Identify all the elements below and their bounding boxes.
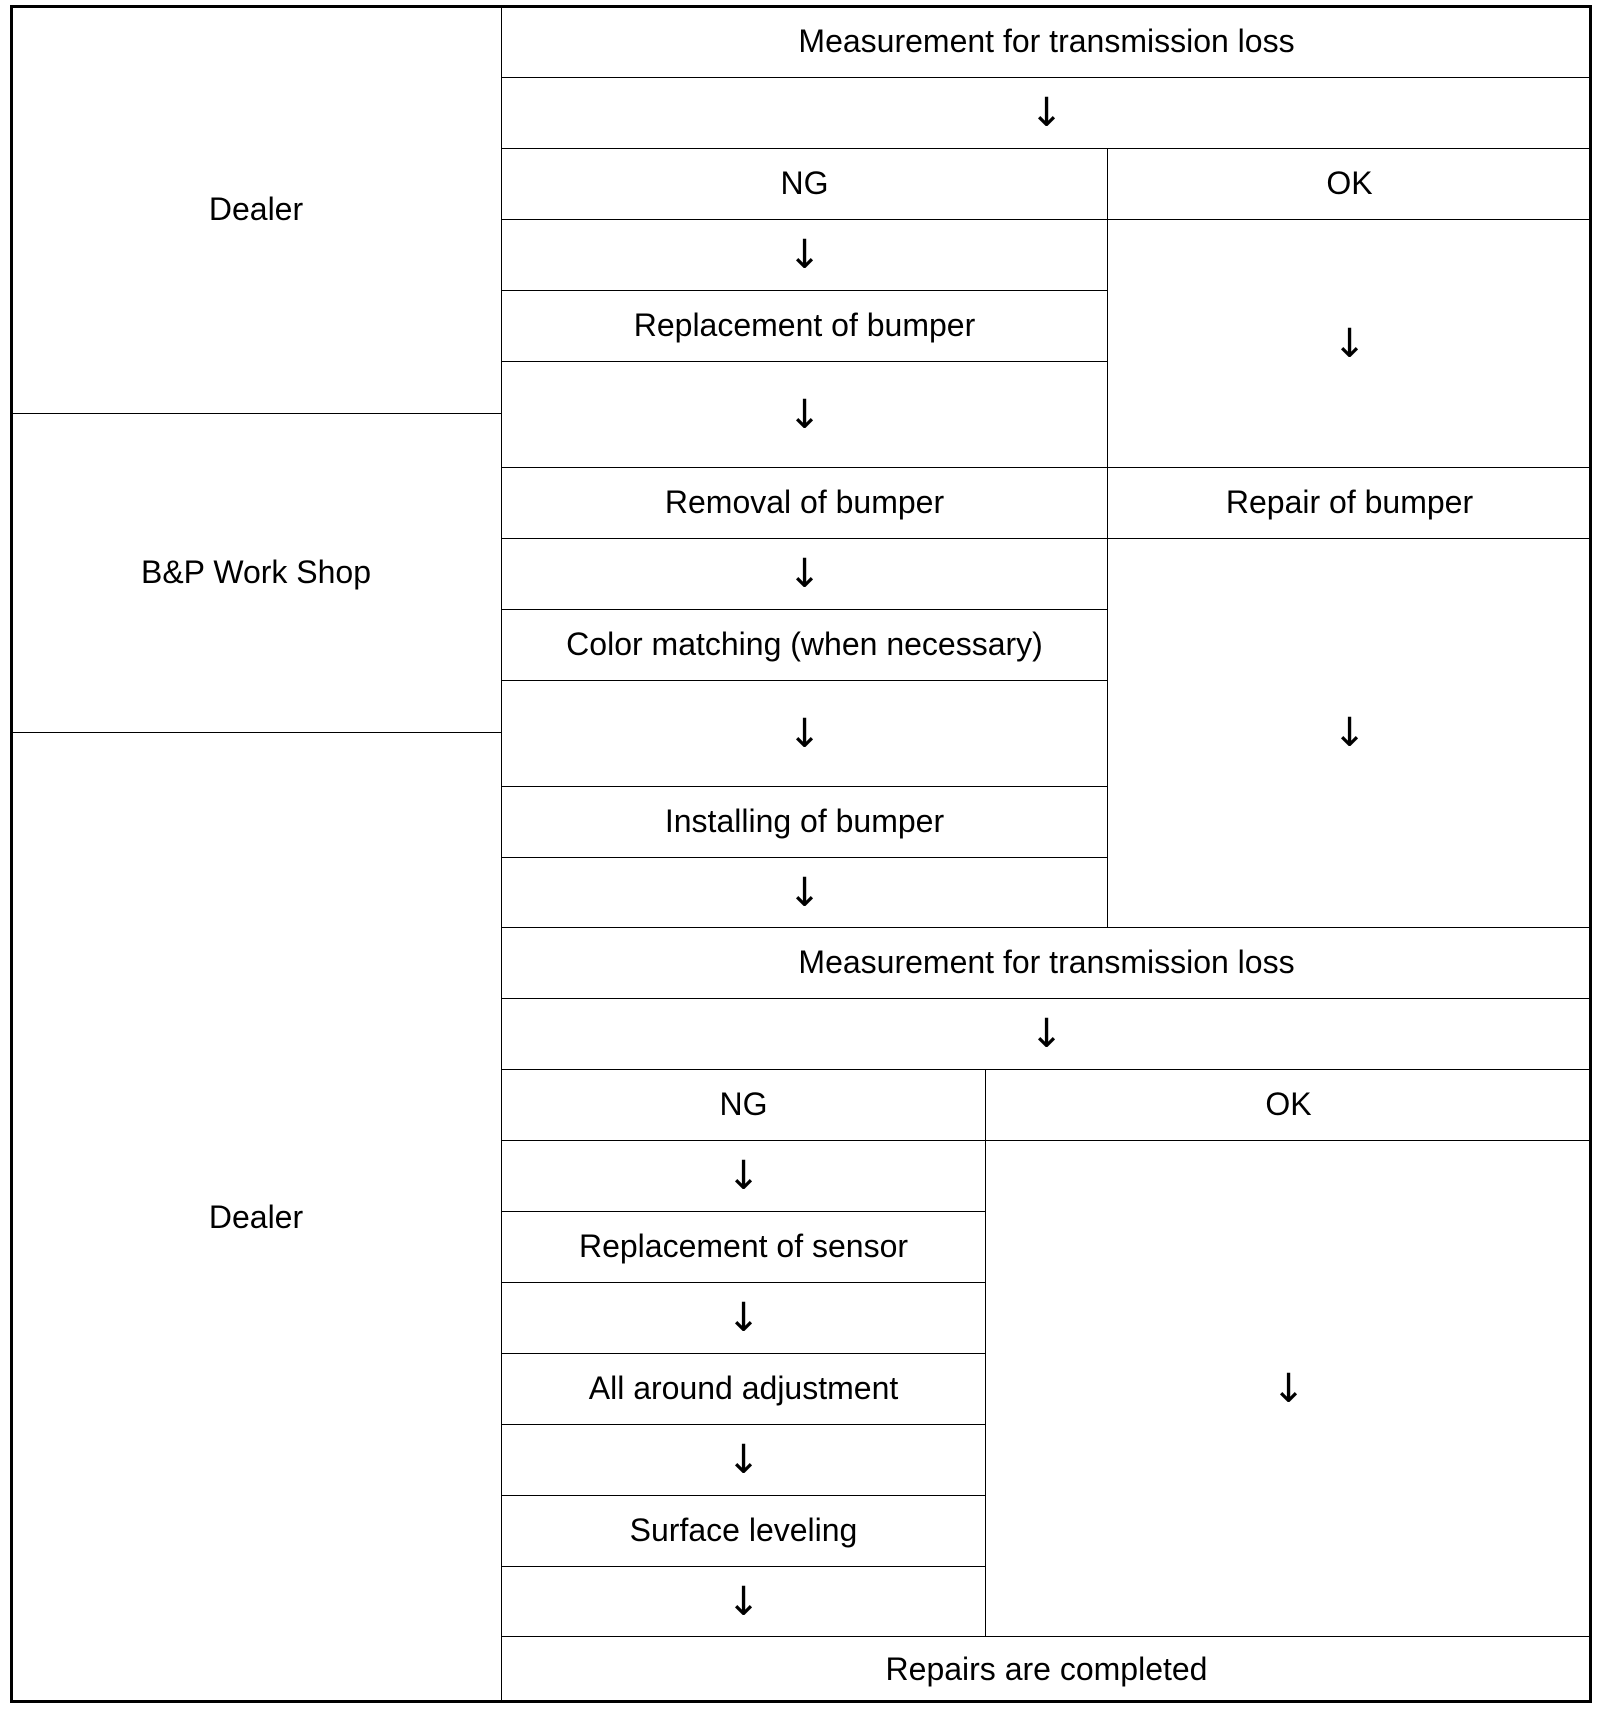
arrow-down-icon: ↓ bbox=[1107, 219, 1592, 468]
arrow-down-icon: ↓ bbox=[1107, 538, 1592, 928]
branch-ng-1: NG bbox=[501, 148, 1108, 220]
arrow-down-icon: ↓ bbox=[501, 998, 1592, 1070]
step-replacement-bumper: Replacement of bumper bbox=[501, 290, 1108, 362]
step-all-around-adjustment: All around adjustment bbox=[501, 1353, 986, 1425]
step-repair-bumper: Repair of bumper bbox=[1107, 467, 1592, 539]
arrow-down-icon: ↓ bbox=[501, 219, 1108, 291]
lane-dealer-top: Dealer bbox=[10, 5, 502, 414]
branch-ng-2: NG bbox=[501, 1069, 986, 1141]
step-removal-bumper: Removal of bumper bbox=[501, 467, 1108, 539]
step-repairs-completed: Repairs are completed bbox=[501, 1636, 1592, 1703]
step-replacement-sensor: Replacement of sensor bbox=[501, 1211, 986, 1283]
branch-ok-2: OK bbox=[985, 1069, 1592, 1141]
arrow-down-icon: ↓ bbox=[501, 1424, 986, 1496]
branch-ok-1: OK bbox=[1107, 148, 1592, 220]
arrow-down-icon: ↓ bbox=[501, 361, 1108, 468]
arrow-down-icon: ↓ bbox=[501, 1282, 986, 1354]
step-surface-leveling: Surface leveling bbox=[501, 1495, 986, 1567]
arrow-down-icon: ↓ bbox=[501, 857, 1108, 928]
step-installing-bumper: Installing of bumper bbox=[501, 786, 1108, 858]
arrow-down-icon: ↓ bbox=[501, 680, 1108, 787]
lane-bp-workshop: B&P Work Shop bbox=[10, 413, 502, 733]
arrow-down-icon: ↓ bbox=[501, 1140, 986, 1212]
arrow-down-icon: ↓ bbox=[501, 1566, 986, 1637]
arrow-down-icon: ↓ bbox=[985, 1140, 1592, 1637]
arrow-down-icon: ↓ bbox=[501, 538, 1108, 610]
arrow-down-icon: ↓ bbox=[501, 77, 1592, 149]
step-measurement-2: Measurement for transmission loss bbox=[501, 927, 1592, 999]
lane-dealer-bottom: Dealer bbox=[10, 732, 502, 1703]
step-measurement-1: Measurement for transmission loss bbox=[501, 5, 1592, 78]
step-color-matching: Color matching (when necessary) bbox=[501, 609, 1108, 681]
